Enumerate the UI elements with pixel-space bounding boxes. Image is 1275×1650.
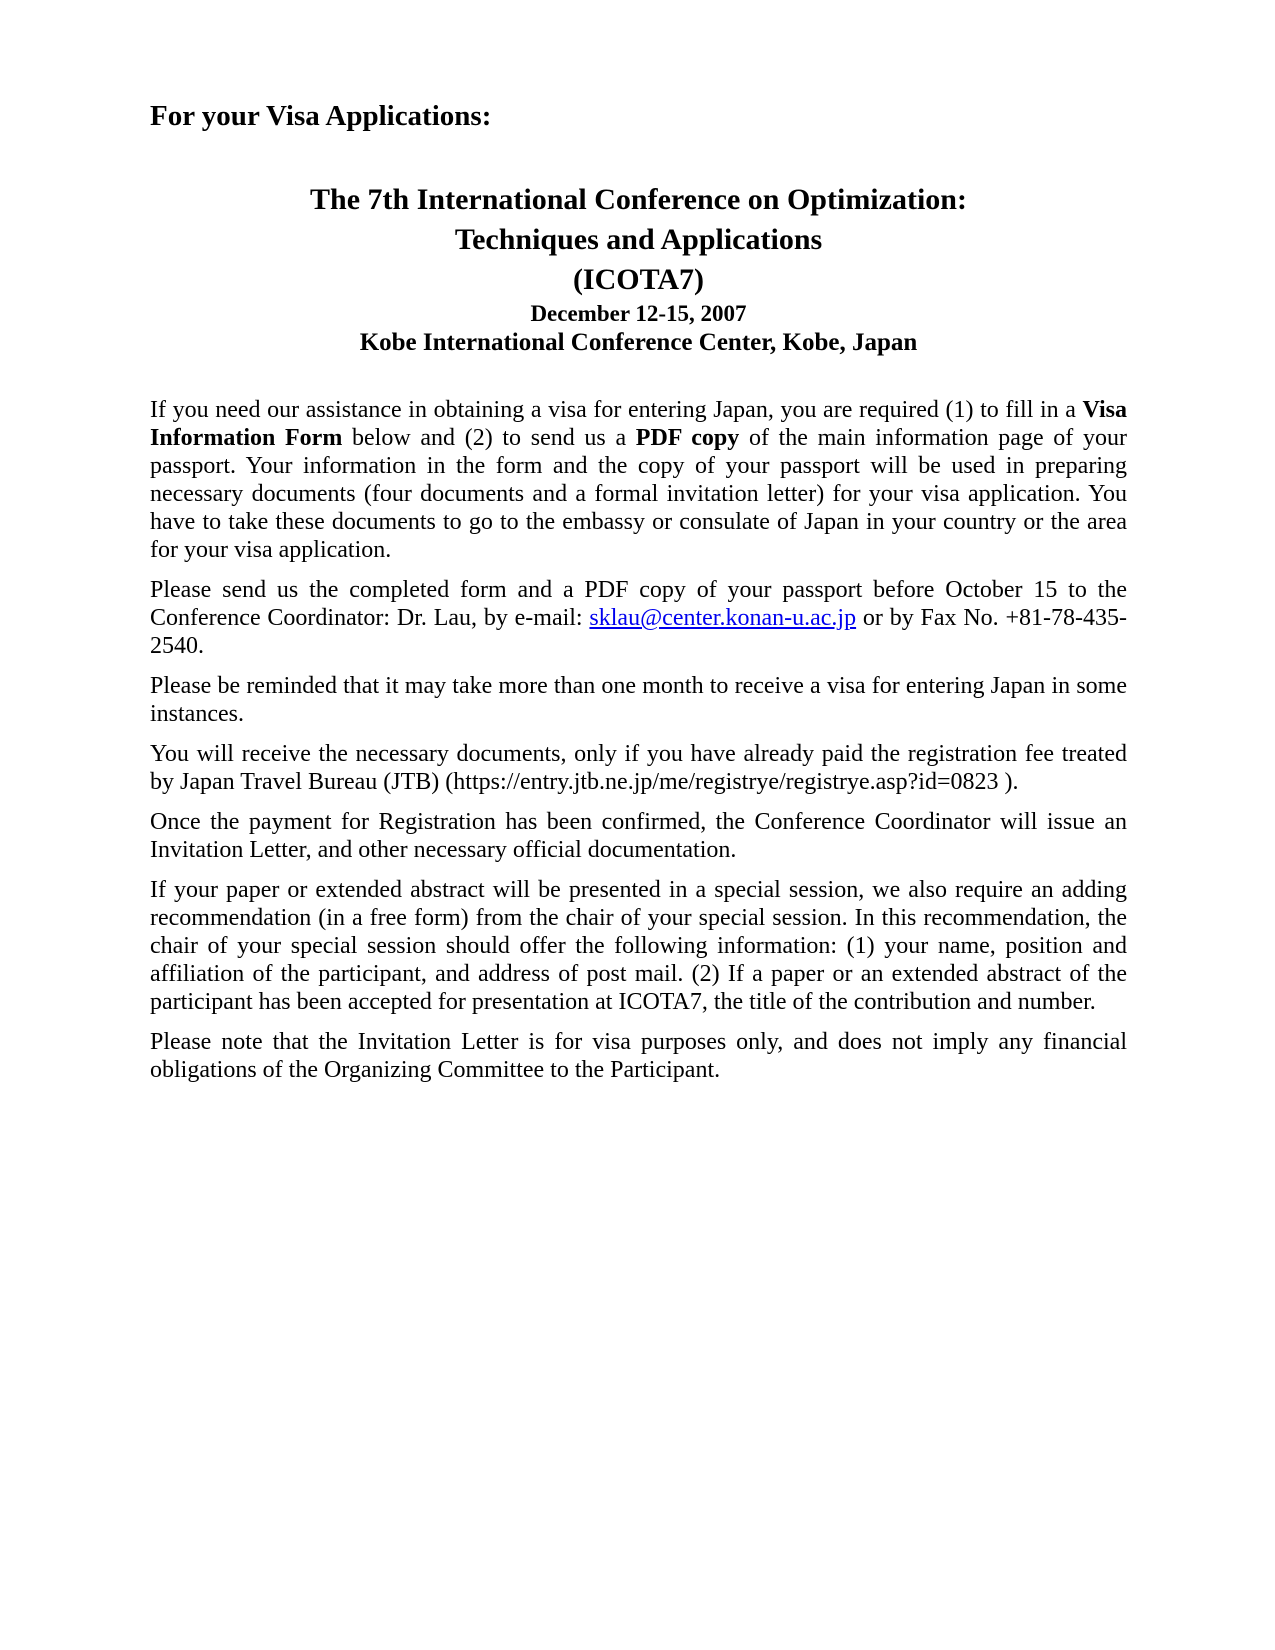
text-run: of the main information page of your passport. Your information in the form and the copy of your passport will be used in preparing necessary documents (four documents and a formal invitation letter) for your visa application. You have to take these documents to go to the embassy or consulate of Japan in your country or the area for your visa application. — [150, 425, 1127, 563]
conference-title-line-1: The 7th International Conference on Optimization: — [310, 183, 967, 216]
paragraph-send-form — [150, 576, 1127, 660]
text-run: Please send us the completed form and a PDF copy of your passport before October 15 to the Conference Coordinator: Dr. Lau, by e-mail: — [150, 577, 1127, 631]
text-run: or by Fax No. +81-78-435-2540. — [150, 605, 1127, 659]
paragraph-special-session: If your paper or extended abstract will be presented in a special session, we also require an adding recommendation (in a free form) from the chair of your special session. In this recommendation, the chair of your special session should offer the following information: (1) your name, position and affiliation of the participant, and address of post mail. (2) If a paper or an extended abstract of the participant has been accepted for presentation at ICOTA7, the title of the contribution and number. — [150, 877, 1127, 1015]
paragraph-visa-assistance — [150, 396, 1127, 564]
visa-information-form-bold-text: Visa Information Form — [150, 397, 1127, 451]
conference-title-line-3: (ICOTA7) — [572, 263, 705, 296]
conference-dates: December 12-15, 2007 — [530, 301, 747, 326]
paragraph-disclaimer: Please note that the Invitation Letter is for visa purposes only, and does not imply any financial obligations of the Organizing Committee to the Participant. — [150, 1029, 1127, 1083]
conference-title-line-2: Techniques and Applications — [454, 223, 823, 256]
email-link[interactable]: sklau@center.konan-u.ac.jp — [589, 605, 857, 631]
page-heading: For your Visa Applications: — [150, 100, 492, 132]
document-body — [150, 396, 1127, 1084]
text-run: If you need our assistance in obtaining a visa for entering Japan, you are required (1) to fill in a — [150, 397, 1083, 423]
pdf-copy-bold-text: PDF copy — [635, 425, 740, 451]
conference-title-block — [150, 180, 1127, 358]
paragraph-invitation-letter: Once the payment for Registration has been confirmed, the Conference Coordinator will issue an Invitation Letter, and other necessary official documentation. — [150, 809, 1127, 863]
paragraph-processing-time: Please be reminded that it may take more than one month to receive a visa for entering Japan in some instances. — [150, 673, 1127, 727]
text-run: below and (2) to send us a — [342, 425, 636, 451]
conference-venue: Kobe International Conference Center, Kobe, Japan — [359, 329, 918, 356]
paragraph-registration-fee: You will receive the necessary documents, only if you have already paid the registration fee treated by Japan Travel Bureau (JTB) (https://entry.jtb.ne.jp/me/registrye/registrye.asp?id=0823 ). — [150, 741, 1127, 795]
